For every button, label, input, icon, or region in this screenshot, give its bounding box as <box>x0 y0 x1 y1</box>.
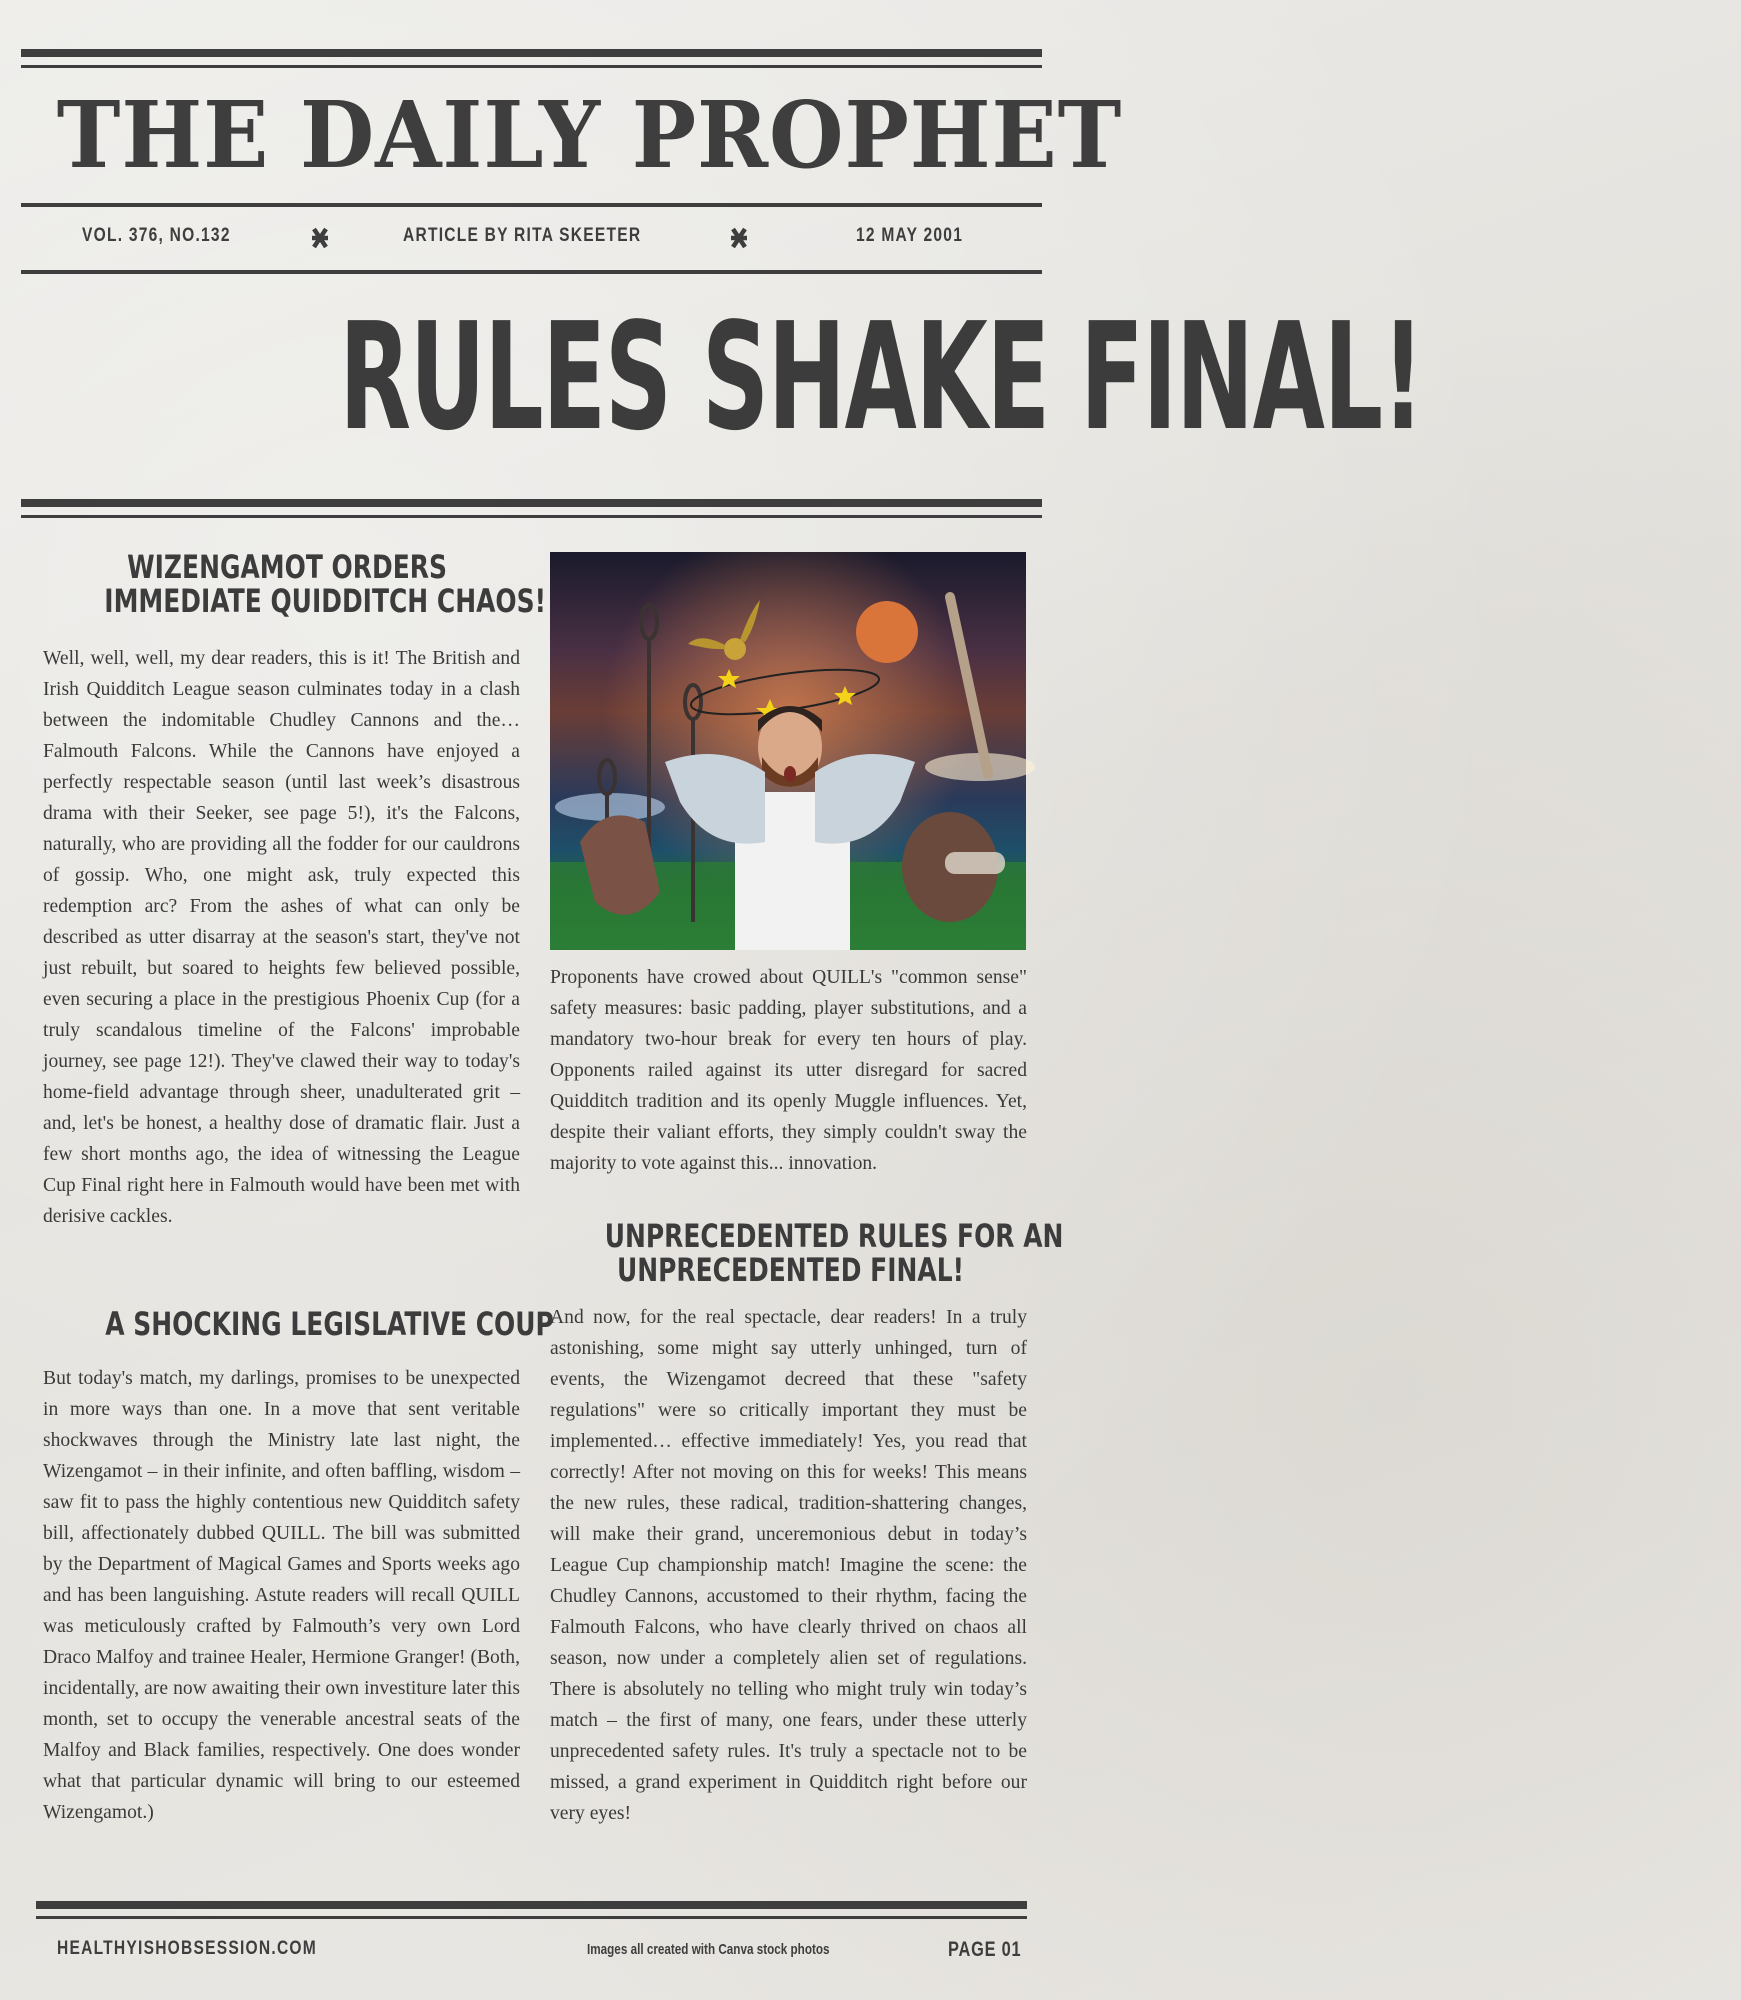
masthead-title: THE DAILY PROPHET <box>56 81 1123 189</box>
article-body-intro: Well, well, well, my dear readers, this is it! The British and Irish Quidditch League season culminates today in a clash between the indomitable Chudley Cannons and the… Falmouth Falcons. While the Cannons have enjoyed a perfectly respectable season (until last week’s disastrous drama with their Seeker, see page 5!), it's the Falcons, naturally, who are providing all the fodder for our cauldrons of gossip. Who, one might ask, truly expected this redemption arc? From the ashes of what can only be described as utter disarray at the season's start, they've not just rebuilt, but soared to heights few believed possible, even securing a place in the prestigious Phoenix Cup (for a truly scandalous timeline of the Falcons' improbable journey, see page 12!). They've clawed their way to today's home-field advantage through sheer, unadulterated grit – and, let's be honest, a healthy dose of dramatic flair. Just a few short months ago, the idea of witnessing the League Cup Final right here in Falmouth would have been met with derisive cackles. <box>43 648 520 1227</box>
section-heading-unprecedented: UNPRECEDENTED RULES FOR AN UNPRECEDENTED FINAL! <box>604 1217 1064 1289</box>
article-body-unprecedented: And now, for the real spectacle, dear readers! In a truly astonishing, some might say utterly unhinged, turn of events, the Wizengamot decreed that these "safety regulations" were so critically important they must be implemented… effective immediately! Yes, you read that correctly! After not moving on this for weeks! This means the new rules, these radical, tradition-shattering changes, will make their grand, unceremonious debut in today’s League Cup championship match! Imagine the scene: the Chudley Cannons, accustomed to their rhythm, facing the Falmouth Falcons, who have clearly thrived on chaos all season, now under a completely alien set of regulations. There is absolutely no telling who might truly win today’s match – the first of many, one fears, under these utterly unprecedented safety rules. It's truly a spectacle not to be missed, a grand experiment in Quidditch right before our very eyes! <box>550 1307 1027 1824</box>
footer-thick-rule <box>36 1901 1027 1909</box>
footer-site[interactable]: HEALTHYISHOBSESSION.COM <box>57 1938 317 1959</box>
headline-thin-rule <box>21 515 1042 518</box>
article-body-proponents: Proponents have crowed about QUILL's "common sense" safety measures: basic padding, player substitutions, and a mandatory two-hour break for every ten hours of play. Opponents railed against its utter disregard for sacred Quidditch tradition and its openly Muggle influences. Yet, despite their valiant efforts, they simply couldn't sway the majority to vote against this... innovation. <box>550 967 1027 1174</box>
section-heading-legislative-coup: A SHOCKING LEGISLATIVE COUP <box>105 1305 554 1343</box>
masthead-bottom-rule <box>21 203 1042 207</box>
article-photo <box>550 552 1026 950</box>
asterisk-icon <box>308 226 332 250</box>
golden-snitch-icon <box>688 600 760 660</box>
photo-collage-illustration <box>550 552 1026 950</box>
page-number: PAGE 01 <box>948 1938 1022 1961</box>
info-bar <box>21 222 1042 254</box>
top-thick-rule <box>21 49 1042 57</box>
goggles-icon <box>945 852 1005 874</box>
info-bottom-rule <box>21 270 1042 274</box>
headline-text: RULES SHAKE FINAL! <box>339 291 1424 463</box>
byline: ARTICLE BY RITA SKEETER <box>403 225 642 246</box>
footer-image-credit: Images all created with Canva stock photos <box>587 1941 830 1958</box>
volume-number: VOL. 376, NO.132 <box>82 225 231 246</box>
section-heading-wizengamot: WIZENGAMOT ORDERS IMMEDIATE QUIDDITCH CHAOS! <box>104 548 546 620</box>
bat-icon <box>950 597 988 774</box>
asterisk-icon <box>727 226 751 250</box>
top-thin-rule <box>21 65 1042 68</box>
cricket-ball-icon <box>856 601 918 663</box>
issue-date: 12 MAY 2001 <box>856 225 964 246</box>
main-headline <box>21 291 1424 463</box>
headline-thick-rule <box>21 499 1042 507</box>
footer-thin-rule <box>36 1916 1027 1919</box>
article-body-coup: But today's match, my darlings, promises to be unexpected in more ways than one. In a move that sent veritable shockwaves through the Ministry late last night, the Wizengamot – in their infinite, and often baffling, wisdom – saw fit to pass the highly contentious new Quidditch safety bill, affectionately dubbed QUILL. The bill was submitted by the Department of Magical Games and Sports weeks ago and has been languishing. Astute readers will recall QUILL was meticulously crafted by Falmouth’s very own Lord Draco Malfoy and trainee Healer, Hermione Granger! (Both, incidentally, are now awaiting their own investiture later this month, set to occupy the venerable ancestral seats of the Malfoy and Black families, respectively. One does wonder what that particular dynamic will bring to our esteemed Wizengamot.) <box>43 1368 520 1823</box>
